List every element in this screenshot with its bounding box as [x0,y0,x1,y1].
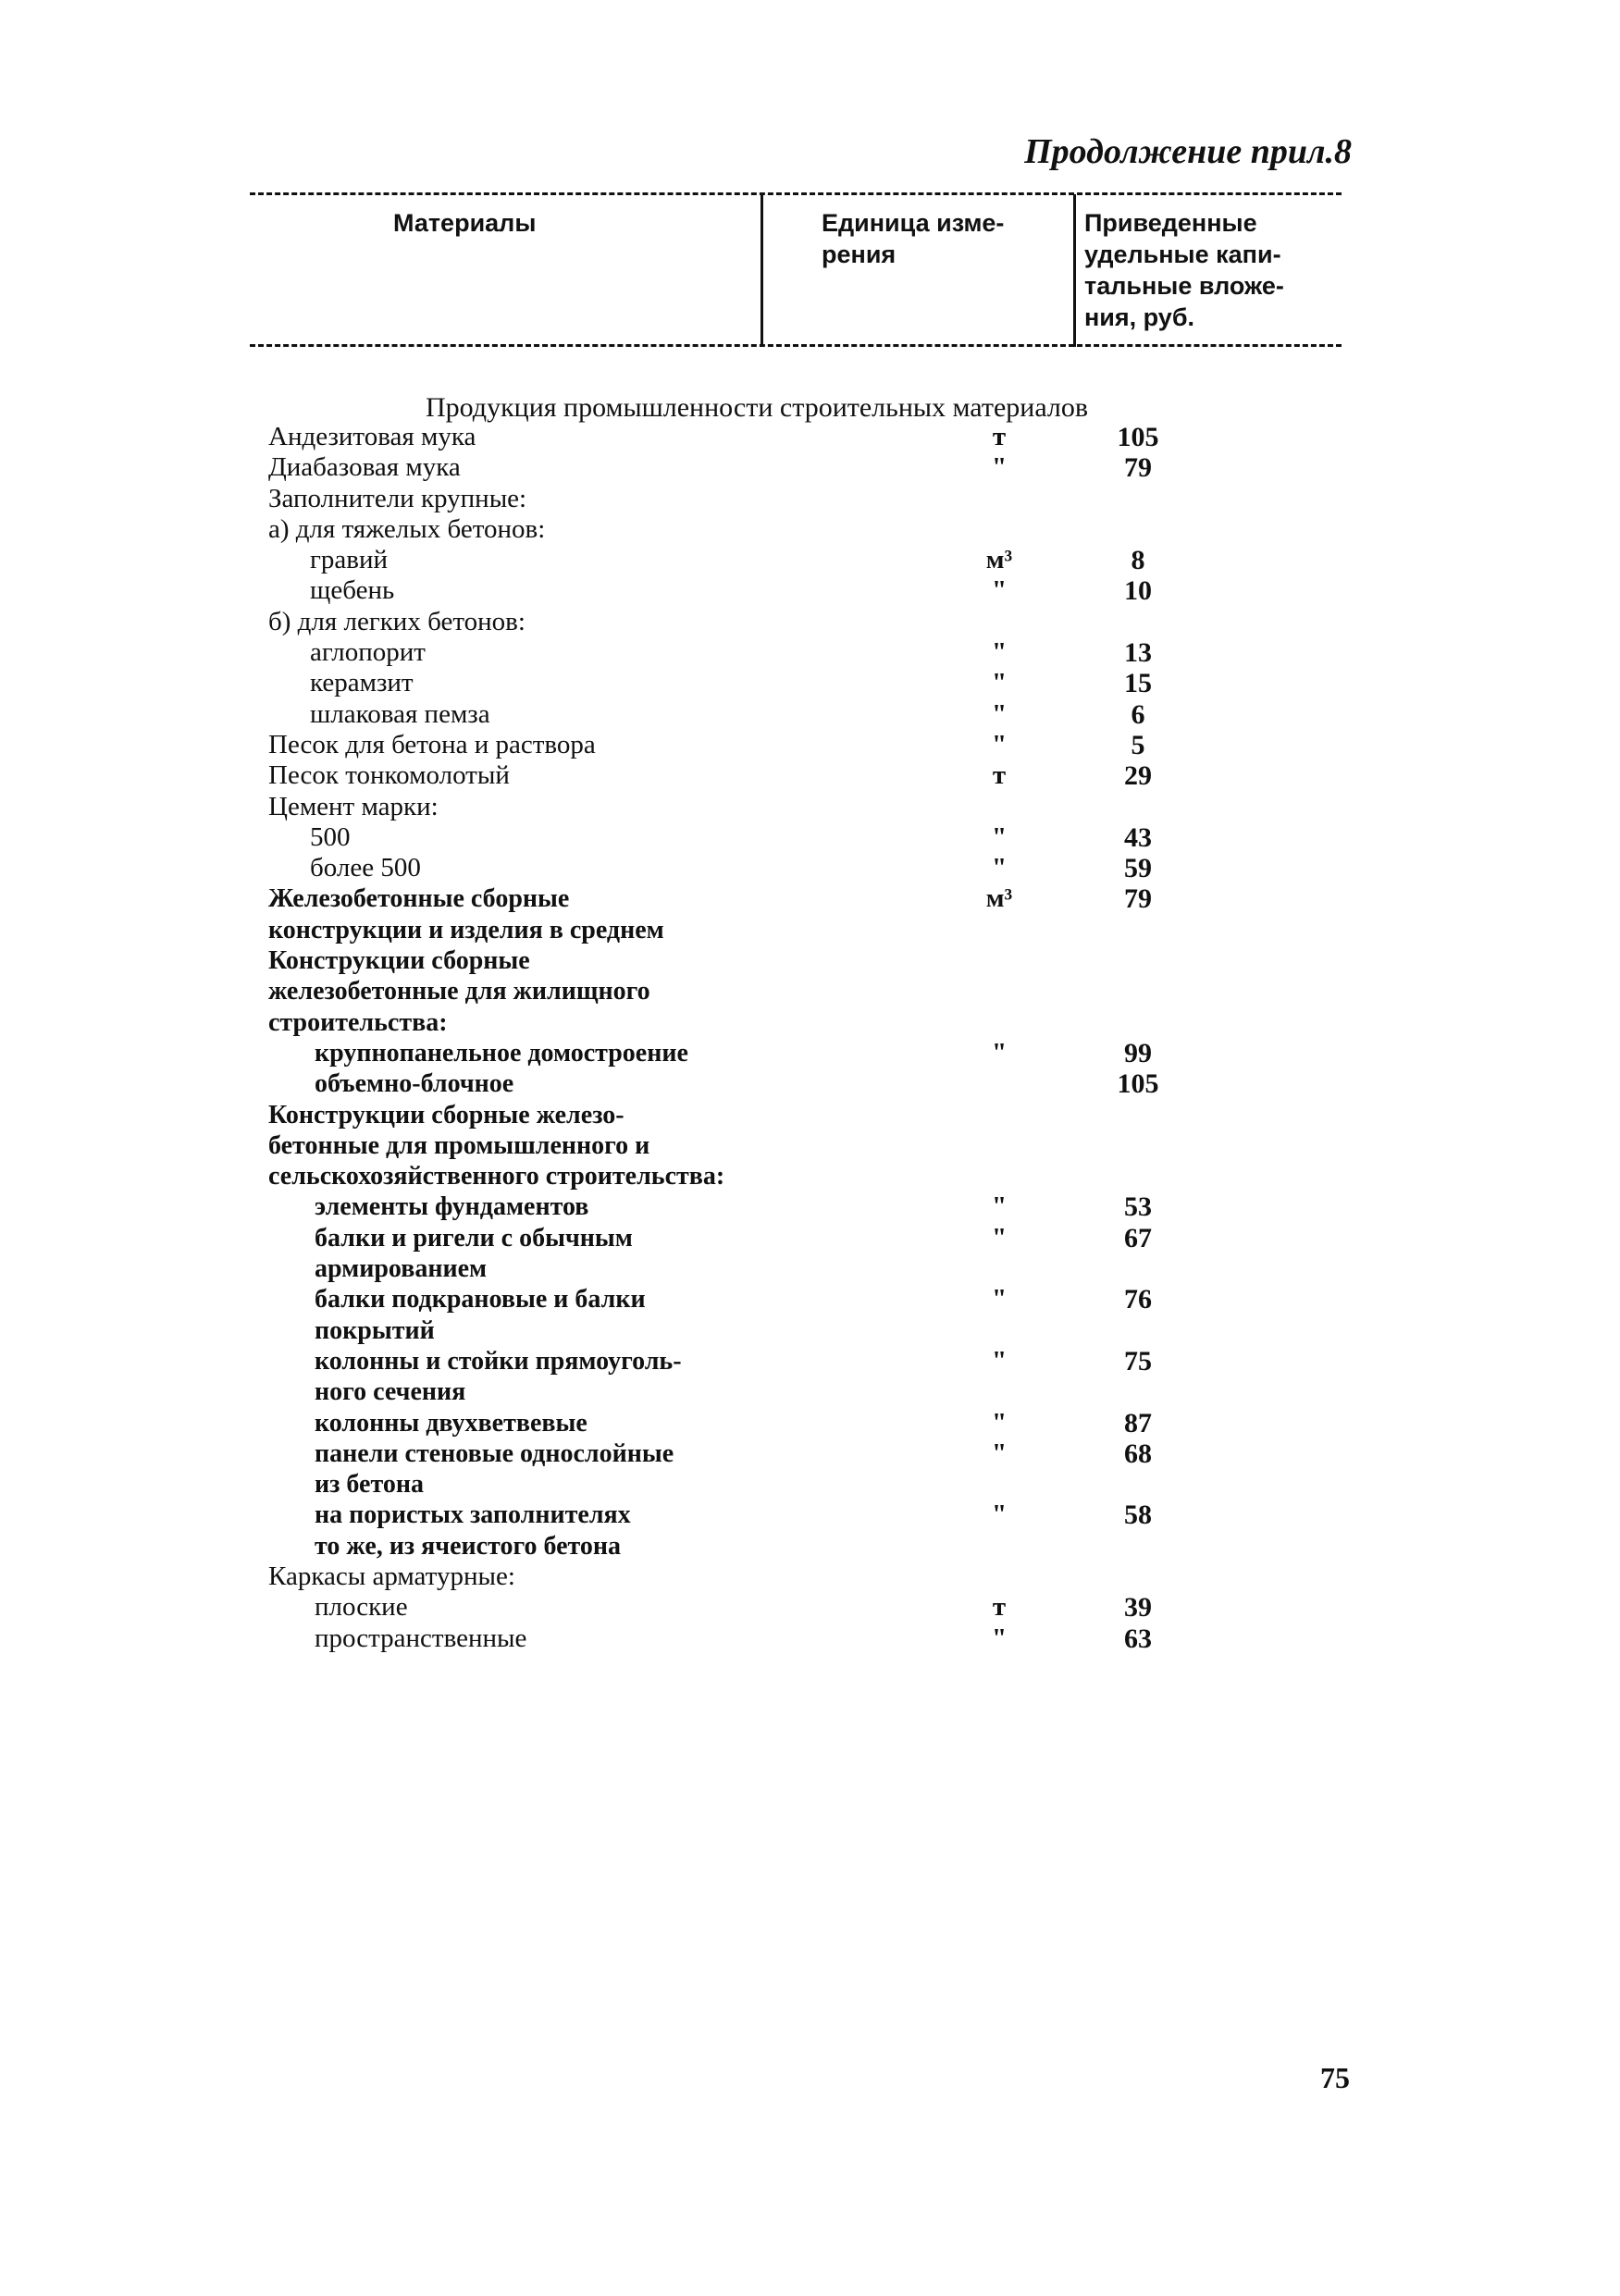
material-name: балки и ригели с обычным [315,1223,633,1253]
capital-cost-value: 43 [1124,821,1152,853]
material-name: железобетонные для жилищного [268,977,650,1006]
unit-of-measure: " [991,1407,1008,1438]
column-header-materials: Материалы [393,209,537,237]
capital-cost-value: 105 [1117,422,1159,452]
unit-of-measure: " [991,1284,1008,1315]
table-row [0,668,1620,698]
unit-of-measure: " [991,729,1008,759]
material-name: то же, из ячеистого бетона [315,1531,622,1561]
material-name: армированием [315,1254,488,1284]
table-row [0,945,1620,976]
material-name: б) для легких бетонов: [268,606,526,636]
material-name: Андезитовая мука [268,422,476,451]
table-row [0,1531,1620,1562]
column-header-unit: Единица изме- рения [822,209,1005,268]
material-name: конструкции и изделия в среднем [268,915,664,944]
capital-cost-value: 67 [1124,1222,1152,1253]
table-row [0,1592,1620,1623]
column-divider-2 [1073,194,1076,347]
unit-of-measure: " [991,637,1008,668]
capital-cost-value: 29 [1124,760,1152,792]
material-name: балки подкрановые и балки [315,1285,646,1315]
table-row [0,575,1620,606]
column-header-capital-costs: Приведенные удельные капи- тальные вложе- ния, руб. [1084,209,1284,331]
capital-cost-value: 5 [1131,729,1145,760]
table-row [0,1191,1620,1222]
material-name: ного сечения [315,1377,466,1407]
table-row [0,699,1620,730]
table-row [0,1068,1620,1099]
table-row [0,1438,1620,1469]
material-name: а) для тяжелых бетонов: [268,513,546,544]
table-row [0,1223,1620,1253]
table-row [0,1408,1620,1438]
unit-of-measure: " [991,1191,1008,1222]
table-row [0,976,1620,1006]
capital-cost-value: 58 [1124,1500,1152,1531]
unit-of-measure: " [991,821,1008,852]
capital-cost-value: 76 [1124,1284,1152,1315]
material-name: Конструкции сборные [268,946,530,976]
material-name: Песок для бетона и раствора [268,729,596,759]
table-row [0,915,1620,945]
unit-of-measure: т [992,1592,1007,1623]
unit-of-measure: " [991,853,1008,883]
table-row [0,1623,1620,1654]
page-number: 75 [1320,2061,1350,2094]
unit-of-measure: " [991,1222,1008,1253]
capital-cost-value: 53 [1124,1191,1152,1223]
table-row [0,1007,1620,1038]
unit-of-measure: т [992,422,1007,451]
table-row [0,853,1620,883]
table-row [0,452,1620,483]
table-row [0,1130,1620,1161]
material-name: 500 [310,821,351,852]
table-row [0,1038,1620,1068]
capital-cost-value: 39 [1124,1592,1152,1623]
table-row [0,792,1620,822]
capital-cost-value: 13 [1124,637,1152,669]
capital-cost-value: 75 [1124,1345,1152,1376]
unit-of-measure: " [991,575,1008,606]
capital-cost-value: 99 [1124,1037,1152,1068]
table-row [0,1562,1620,1592]
unit-of-measure: " [991,1438,1008,1468]
table-header-bottom-rule [250,344,1342,347]
capital-cost-value: 63 [1124,1623,1152,1654]
capital-cost-value: 59 [1124,853,1152,884]
material-name: керамзит [310,668,414,698]
section-title: Продукция промышленности строительных материалов [426,392,1089,423]
table-row [0,1315,1620,1346]
unit-of-measure: " [991,1037,1008,1068]
table-row [0,1100,1620,1130]
table-row [0,545,1620,575]
table-top-rule [250,192,1342,195]
material-name: сельскохозяйственного строительства: [268,1162,725,1191]
table-row [0,760,1620,791]
table-row [0,514,1620,545]
material-name: гравий [310,545,388,575]
table-row [0,730,1620,760]
material-name: аглопорит [310,637,426,668]
unit-of-measure: " [991,1345,1008,1376]
capital-cost-value: 8 [1131,545,1145,576]
material-name: Железобетонные сборные [268,884,570,914]
continuation-header: Продолжение прил.8 [1024,132,1352,171]
unit-of-measure: м³ [985,883,1013,914]
table-row [0,1161,1620,1191]
material-name: строительства: [268,1007,448,1037]
table-row [0,1284,1620,1315]
table-row [0,1469,1620,1500]
material-name: Конструкции сборные железо- [268,1100,625,1129]
capital-cost-value: 68 [1124,1438,1152,1469]
table-row [0,822,1620,853]
material-name: объемно-блочное [315,1069,514,1099]
unit-of-measure: " [991,452,1008,483]
capital-cost-value: 6 [1131,698,1145,730]
unit-of-measure: м³ [985,545,1013,575]
material-name: щебень [310,575,395,606]
material-name: Диабазовая мука [268,452,461,483]
unit-of-measure: " [991,698,1008,729]
table-row [0,1346,1620,1376]
table-body [0,422,1620,1654]
material-name: более 500 [310,853,421,883]
material-name: покрытий [315,1315,435,1345]
capital-cost-value: 87 [1124,1407,1152,1438]
column-divider-1 [761,194,763,347]
table-row [0,422,1620,452]
material-name: Каркасы арматурные: [268,1561,515,1591]
material-name: крупнопанельное домостроение [315,1038,688,1068]
material-name: бетонные для промышленного и [268,1130,650,1160]
unit-of-measure: " [991,668,1008,698]
material-name: Заполнители крупные: [268,483,527,513]
table-row [0,883,1620,914]
material-name: пространственные [315,1623,527,1653]
table-row [0,1500,1620,1530]
capital-cost-value: 15 [1124,668,1152,699]
capital-cost-value: 79 [1124,883,1152,915]
unit-of-measure: т [992,760,1007,791]
table-row [0,607,1620,637]
material-name: шлаковая пемза [310,698,490,729]
capital-cost-value: 105 [1117,1068,1159,1100]
capital-cost-value: 10 [1124,575,1152,607]
table-row [0,484,1620,514]
material-name: элементы фундаментов [315,1192,589,1222]
material-name: плоские [315,1592,408,1623]
capital-cost-value: 79 [1124,452,1152,484]
table-row [0,1253,1620,1284]
material-name: Цемент марки: [268,791,439,821]
table-row [0,1376,1620,1407]
material-name: колонны и стойки прямоуголь- [315,1346,682,1376]
material-name: из бетона [315,1470,424,1500]
unit-of-measure: " [991,1623,1008,1653]
material-name: Песок тонкомолотый [268,760,510,791]
material-name: панели стеновые однослойные [315,1438,674,1468]
table-row [0,637,1620,668]
material-name: колонны двухветвевые [315,1408,587,1438]
unit-of-measure: " [991,1500,1008,1530]
material-name: на пористых заполнителях [315,1500,631,1530]
